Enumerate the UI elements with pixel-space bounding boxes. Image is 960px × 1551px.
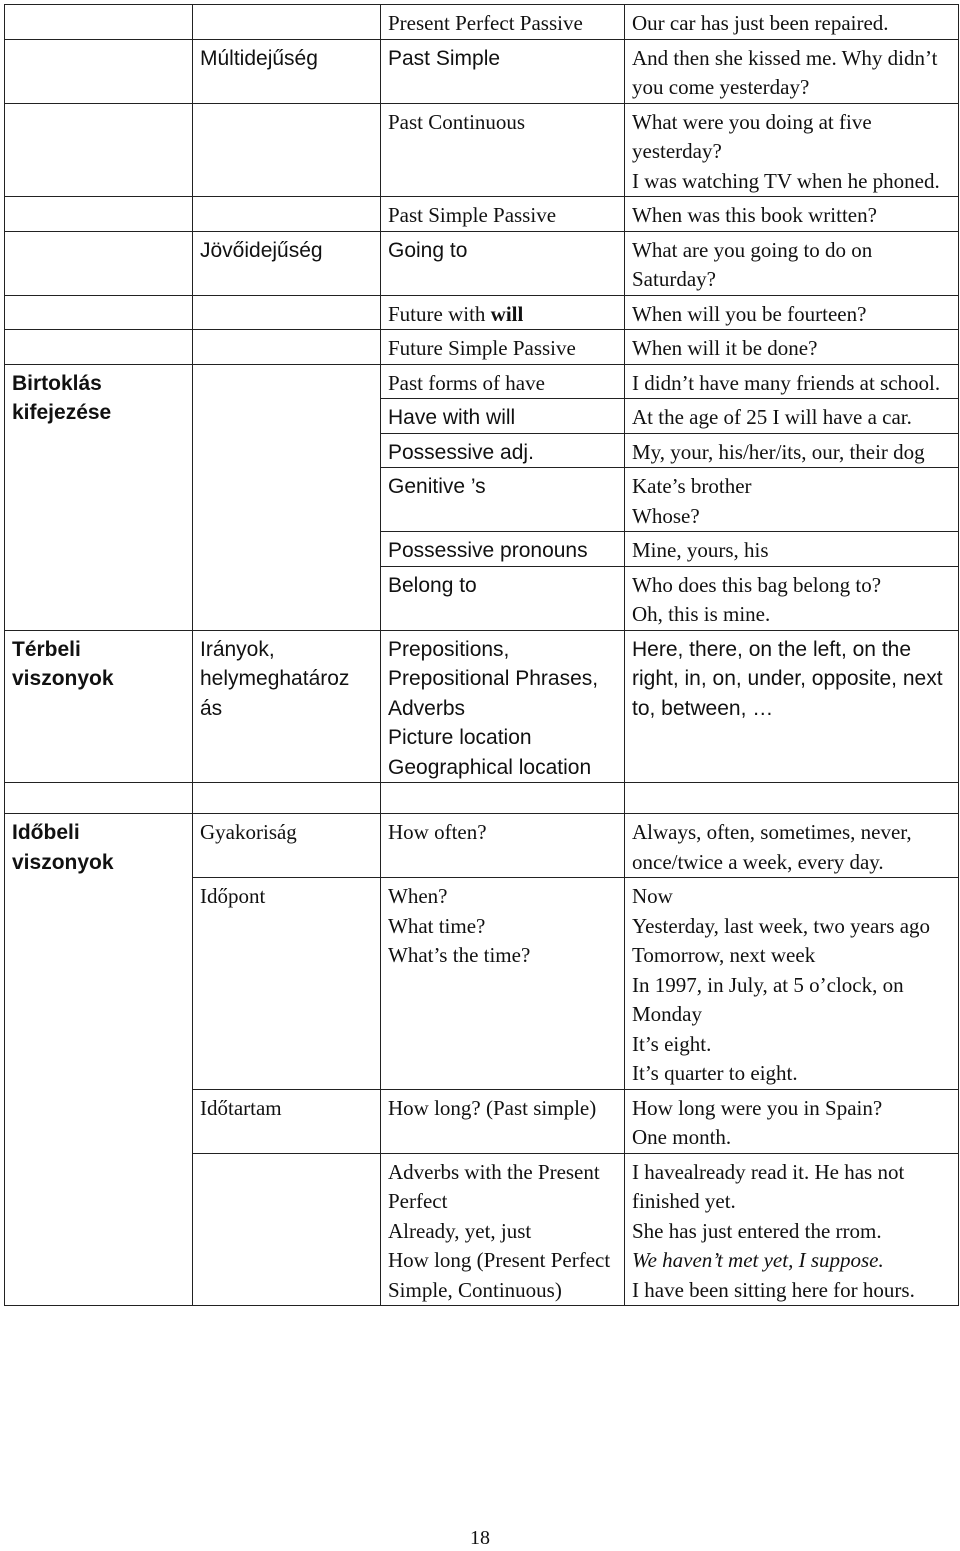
example-cell: Mine, yours, his <box>625 532 959 567</box>
topic-line: Prepositions, <box>388 637 510 661</box>
example-cell: Always, often, sometimes, never, once/twice a week, every day. <box>625 814 959 878</box>
topic-cell: Past forms of have <box>381 364 625 399</box>
example-cell: Here, there, on the left, on the right, in, on, under, opposite, next to, between, … <box>625 630 959 783</box>
table-row <box>5 39 959 103</box>
topic-line: Already, yet, just <box>388 1218 532 1243</box>
topic-cell <box>381 630 625 783</box>
example-line: What were you doing at five yesterday? <box>632 109 872 163</box>
table-row <box>5 630 959 783</box>
example-cell <box>625 878 959 1090</box>
example-cell: When was this book written? <box>625 197 959 232</box>
topic-cell: Belong to <box>381 566 625 630</box>
example-line: I have been sitting here for hours. <box>632 1277 915 1302</box>
example-cell: At the age of 25 I will have a car. <box>625 399 959 434</box>
topic-cell: Past Continuous <box>381 103 625 197</box>
example-cell: And then she kissed me. Why didn’t you come yesterday? <box>625 39 959 103</box>
topic-cell: Possessive pronouns <box>381 532 625 567</box>
example-line: Kate’s brother <box>632 474 752 498</box>
example-cell <box>625 468 959 532</box>
example-line: In 1997, in July, at 5 o’clock, on Monday <box>632 972 904 1026</box>
table-row <box>5 814 959 878</box>
example-line: One month. <box>632 1125 732 1149</box>
example-line: Tomorrow, next week <box>632 943 816 967</box>
example-cell: I didn’t have many friends at school. <box>625 364 959 399</box>
example-cell <box>625 1153 959 1306</box>
example-line: Oh, this is mine. <box>632 602 771 626</box>
topic-cell: Have with will <box>381 399 625 434</box>
topic-cell: How often? <box>381 814 625 878</box>
topic-cell <box>381 1153 625 1306</box>
subcategory-cell: Időtartam <box>193 1089 381 1153</box>
table-row <box>5 103 959 197</box>
example-line: It’s eight. <box>632 1031 712 1056</box>
topic-cell: Future Simple Passive <box>381 330 625 365</box>
subcategory-cell: Jövőidejűség <box>193 231 381 295</box>
example-line: She has just entered the rrom. <box>632 1218 882 1243</box>
grammar-table <box>4 4 959 1306</box>
topic-cell: Past Simple <box>381 39 625 103</box>
table-gap-row <box>5 783 959 814</box>
subcategory-cell: Gyakoriság <box>193 814 381 878</box>
topic-cell <box>381 295 625 330</box>
page-number: 18 <box>470 1527 490 1549</box>
example-line: We haven’t met yet, I suppose. <box>632 1248 884 1272</box>
category-cell: Birtoklás kifejezése <box>5 364 193 630</box>
example-line: How long were you in Spain? <box>632 1095 883 1120</box>
topic-line: Picture location <box>388 726 532 749</box>
topic-line: Geographical location <box>388 755 592 779</box>
topic-line: Prepositional Phrases, <box>388 667 599 690</box>
example-cell: When will you be fourteen? <box>625 295 959 330</box>
topic-cell <box>381 878 625 1090</box>
subcategory-cell: Időpont <box>193 878 381 1090</box>
example-line: I was watching TV when he phoned. <box>632 168 940 193</box>
topic-text: Future with <box>388 301 491 326</box>
topic-keyword: will <box>490 301 524 326</box>
subcategory-cell: Irányok, helymeghatároz ás <box>193 630 381 783</box>
example-cell <box>625 1089 959 1153</box>
subcategory-cell <box>193 5 381 40</box>
topic-line: What’s the time? <box>388 943 531 967</box>
table-row <box>5 197 959 232</box>
example-cell: My, your, his/her/its, our, their dog <box>625 433 959 468</box>
example-line: Who does this bag belong to? <box>632 572 882 597</box>
table-row <box>5 295 959 330</box>
example-line: Yesterday, last week, two years ago <box>632 913 931 938</box>
topic-cell: Possessive adj. <box>381 433 625 468</box>
example-line: It’s quarter to eight. <box>632 1061 798 1085</box>
table-row <box>5 330 959 365</box>
table-row <box>5 231 959 295</box>
example-cell: What are you going to do on Saturday? <box>625 231 959 295</box>
topic-cell: Going to <box>381 231 625 295</box>
topic-cell: Past Simple Passive <box>381 197 625 232</box>
example-cell: When will it be done? <box>625 330 959 365</box>
table-row <box>5 5 959 40</box>
example-cell <box>625 103 959 197</box>
topic-line: Adverbs <box>388 696 466 720</box>
topic-line: Adverbs with the Present Perfect <box>388 1159 600 1213</box>
category-cell: Térbeli viszonyok <box>5 630 193 783</box>
topic-line: When? <box>388 884 448 908</box>
category-cell: Időbeli viszonyok <box>5 814 193 1306</box>
topic-line: How long (Present Perfect Simple, Continuous) <box>388 1248 611 1302</box>
topic-cell: How long? (Past simple) <box>381 1089 625 1153</box>
example-cell <box>625 566 959 630</box>
example-line: Now <box>632 884 673 908</box>
topic-line: What time? <box>388 913 486 938</box>
example-cell: Our car has just been repaired. <box>625 5 959 40</box>
table-row <box>5 364 959 399</box>
example-line: Whose? <box>632 503 700 528</box>
subcategory-cell: Múltidejűség <box>193 39 381 103</box>
example-line: I havealready read it. He has not finished yet. <box>632 1159 905 1213</box>
topic-cell: Present Perfect Passive <box>381 5 625 40</box>
topic-cell: Genitive ’s <box>381 468 625 532</box>
